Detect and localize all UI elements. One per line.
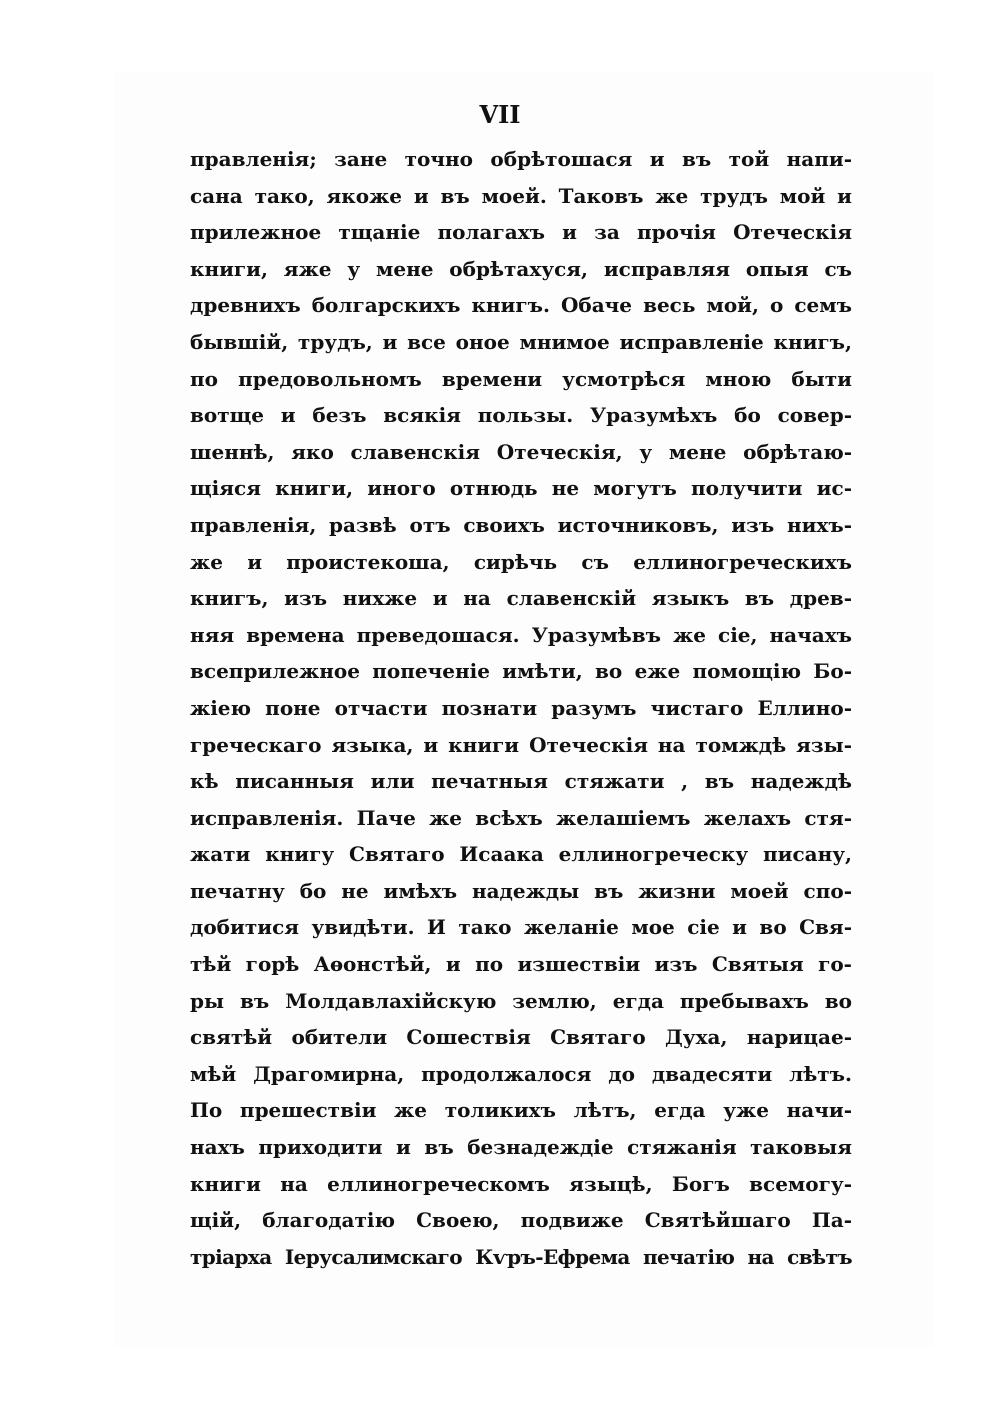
text-line: тѣй горѣ Аѳонстѣй, и по изшествіи изъ Святыя го- xyxy=(190,952,852,977)
text-line: шеннѣ, яко славенскія Отеческія, у мене обрѣтаю- xyxy=(190,439,852,464)
text-line: кѣ писанныя или печатныя стяжати , въ надеждѣ xyxy=(190,769,852,794)
text-line: книги, яже у мене обрѣтахуся, исправляя опыя съ xyxy=(190,256,852,281)
body-text xyxy=(190,141,852,1275)
text-line: правленія; зане точно обрѣтошася и въ той напи- xyxy=(190,147,852,171)
text-line: правленія, развѣ отъ своихъ источниковъ, изъ нихъ- xyxy=(190,512,852,537)
text-line: щій, благодатію Своею, подвиже Святѣйшаго Па- xyxy=(190,1208,852,1233)
text-line: бывшій, трудъ, и все оное мнимое исправленіе книгъ, xyxy=(190,329,852,354)
text-line: тріарха Іерусалимскаго Кѵръ-Ефрема печатію на свѣтъ xyxy=(190,1244,852,1269)
text-line: няя времена преведошася. Уразумѣвъ же сіе, начахъ xyxy=(190,622,852,647)
text-line: вотще и безъ всякія пользы. Уразумѣхъ бо совер- xyxy=(190,403,852,428)
text-line: По прешествіи же толикихъ лѣтъ, егда уже начи- xyxy=(190,1098,852,1123)
text-line: прилежное тщаніе полагахъ и за прочія Отеческія xyxy=(190,220,852,245)
text-line: добитися увидѣти. И тако желаніе мое сіе и во Свя- xyxy=(190,915,852,940)
text-line: книги на еллиногреческомъ языцѣ, Богъ всемогу- xyxy=(190,1171,852,1196)
text-line: сана тако, якоже и въ моей. Таковъ же трудъ мой и xyxy=(190,183,852,208)
text-line: по предовольномъ времени усмотрѣся мною быти xyxy=(190,366,852,391)
text-line: исправленія. Паче же всѣхъ желашіемъ желахъ стя- xyxy=(190,805,852,830)
text-line: мѣй Драгомирна, продолжалося до двадесяти лѣтъ. xyxy=(190,1061,852,1086)
page-number: VII xyxy=(479,100,521,129)
text-line: святѣй обители Сошествія Святаго Духа, нарицае- xyxy=(190,1025,852,1050)
text-line: ры въ Молдавлахійскую землю, егда пребывахъ во xyxy=(190,988,852,1013)
text-line: книгъ, изъ нихже и на славенскій языкъ въ древ- xyxy=(190,586,852,611)
text-line: жати книгу Святаго Исаака еллиногреческу писану, xyxy=(190,842,852,867)
text-line: древнихъ болгарскихъ книгъ. Обаче весь мой, о семъ xyxy=(190,293,852,318)
text-line: щіяся книги, иного отнюдь не могутъ получити ис- xyxy=(190,476,852,501)
text-line: всеприлежное попеченіе имѣти, во еже помощію Бо- xyxy=(190,659,852,684)
text-line: нахъ приходити и въ безнадеждіе стяжанія таковыя xyxy=(190,1135,852,1160)
text-line: жіею поне отчасти познати разумъ чистаго Еллино- xyxy=(190,695,852,720)
text-line: печатну бо не имѣхъ надежды въ жизни моей спо- xyxy=(190,878,852,903)
text-line: греческаго языка, и книги Отеческія на томждѣ язы- xyxy=(190,732,852,757)
text-line: же и проистекоша, сирѣчь съ еллиногреческихъ xyxy=(190,549,852,574)
